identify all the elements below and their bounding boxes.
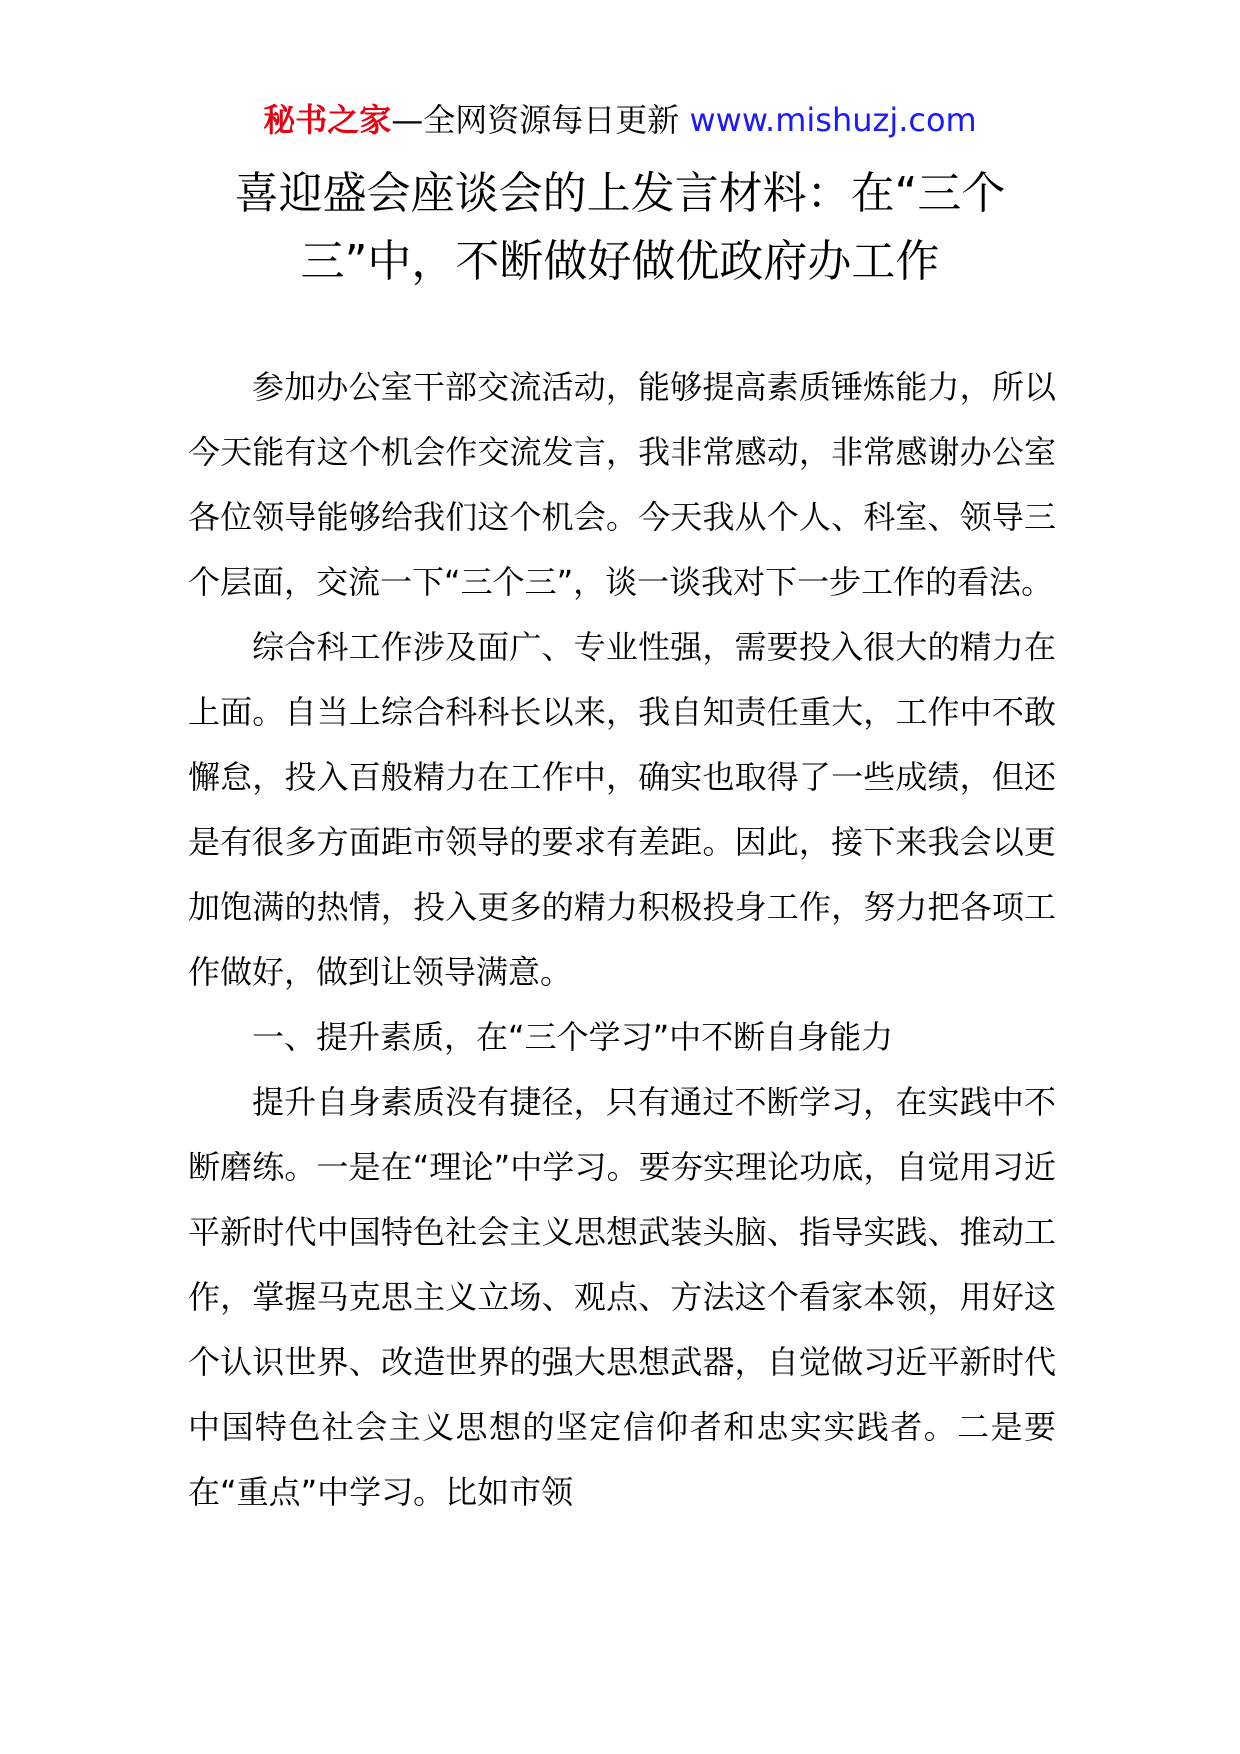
paragraph-work-overview: 综合科工作涉及面广、专业性强，需要投入很大的精力在上面。自当上综合科科长以来，我自知责任重大，工作中不敢懈怠，投入百般精力在工作中，确实也取得了一些成绩，但还是有很多方面距市领导的要求有差距。因此，接下来我会以更加饱满的热情，投入更多的精力积极投身工作，努力把各项工作做好，做到让领导满意。 (188, 628, 1056, 991)
source-watermark-header (0, 98, 1240, 142)
paragraph-intro: 参加办公室干部交流活动，能够提高素质锤炼能力，所以今天能有这个机会作交流发言，我非常感动，非常感谢办公室各位领导能够给我们这个机会。今天我从个人、科室、领导三个层面，交流一下“三个三”，谈一谈我对下一步工作的看法。 (188, 368, 1056, 601)
paragraph-study: 提升自身素质没有捷径，只有通过不断学习，在实践中不断磨练。一是在“理论”中学习。要夯实理论功底，自觉用习近平新时代中国特色社会主义思想武装头脑、指导实践、推动工作，掌握马克思主义立场、观点、方法这个看家本领，用好这个认识世界、改造世界的强大思想武器，自觉做习近平新时代中国特色社会主义思想的坚定信仰者和忠实实践者。二是要在“重点”中学习。比如市领 (188, 1083, 1056, 1511)
document-body (188, 355, 1056, 1525)
brand-name: 秘书之家 (263, 101, 392, 139)
section-heading-1: 一、提升素质，在“三个学习”中不断自身能力 (252, 1018, 894, 1056)
document-title (150, 160, 1090, 296)
title-line-2: 三”中，不断做好做优政府办工作 (300, 236, 940, 287)
title-line-1: 喜迎盛会座谈会的上发言材料：在“三个 (234, 168, 1006, 219)
site-url-link[interactable]: www.mishuzj.com (689, 101, 977, 139)
tagline: —全网资源每日更新 (391, 101, 680, 139)
